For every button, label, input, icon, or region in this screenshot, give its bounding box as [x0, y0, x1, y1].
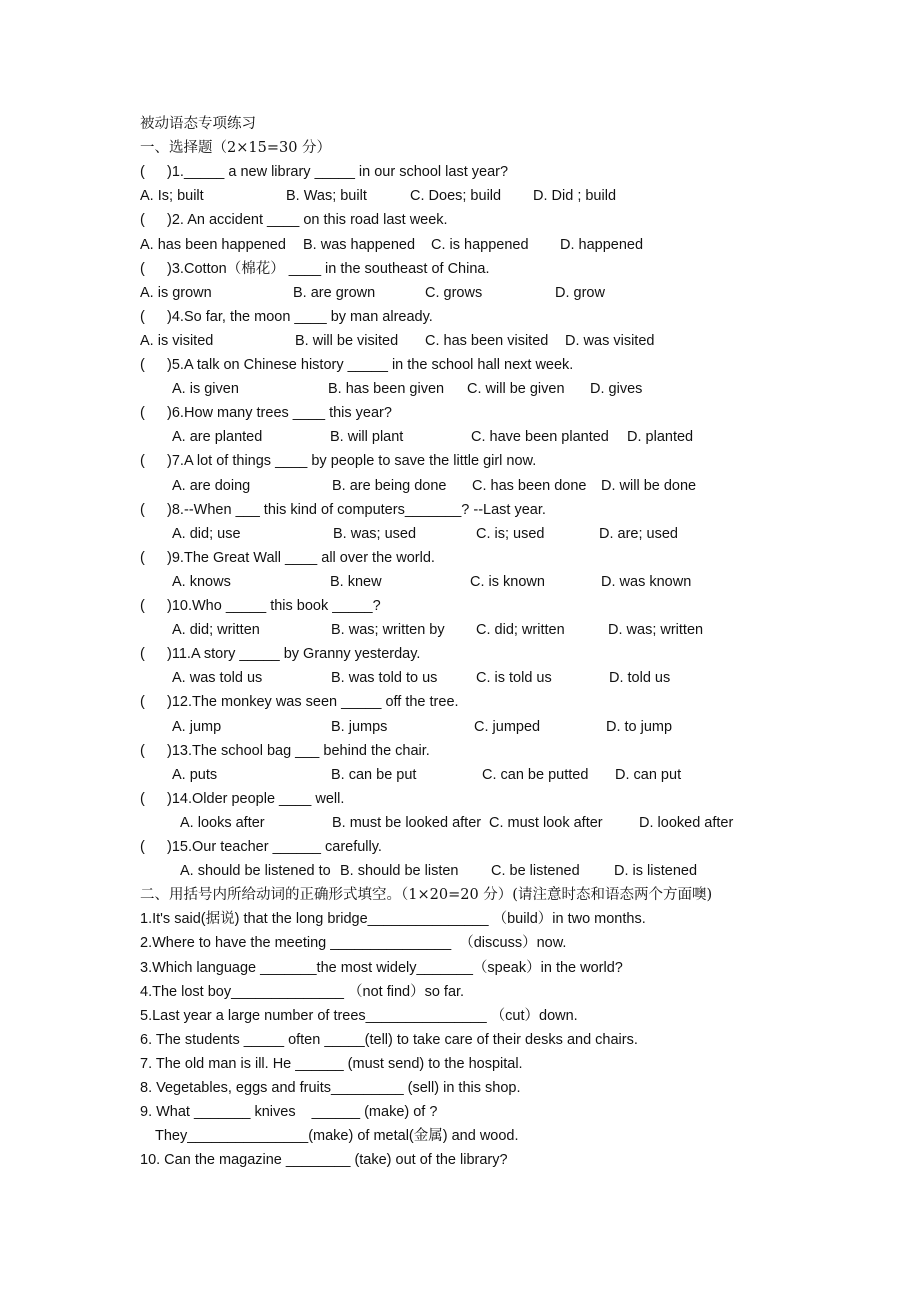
answer-option: D. will be done: [601, 477, 697, 494]
question-number: )15.: [167, 839, 192, 855]
answer-option: C. is happened: [431, 236, 529, 253]
answer-option: B. Was; built: [286, 188, 367, 205]
question-number: )9.: [167, 549, 184, 566]
answer-bracket: (: [140, 742, 145, 759]
answer-option: C. did; written: [476, 622, 565, 639]
answer-option: A. did; written: [172, 622, 260, 639]
fill-blank-item: 3.Which language _______the most widely_______（speak）in the world?: [140, 959, 623, 976]
answer-bracket: (: [140, 694, 145, 711]
answer-option: C. will be given: [467, 381, 565, 398]
answer-option: A. was told us: [172, 670, 263, 687]
fill-blank-item: 1.It's said(据说) that the long bridge_______________ （build）in two months.: [140, 911, 646, 928]
question-stem: Older people ____ well.: [192, 790, 345, 807]
answer-option: B. knew: [330, 573, 382, 590]
answer-bracket: (: [140, 598, 145, 614]
answer-option: D. was; written: [608, 622, 704, 639]
answer-option: D. can put: [615, 766, 682, 783]
answer-option: C. has been visited: [425, 332, 549, 349]
answer-option: B. was happened: [303, 236, 416, 253]
answer-option: C. be listened: [491, 863, 580, 880]
fill-blank-item: 4.The lost boy______________ （not find）so far.: [140, 983, 465, 1000]
fill-blank-item: They_______________(make) of metal(金属) and wood.: [155, 1128, 519, 1145]
answer-bracket: (: [140, 260, 145, 277]
answer-bracket: (: [140, 308, 145, 325]
answer-option: B. should be listen: [340, 863, 459, 880]
question-stem: A talk on Chinese history _____ in the school hall next week.: [184, 357, 574, 373]
question-number: )4.: [167, 308, 184, 325]
question-number: )5.: [167, 357, 184, 373]
question-stem: Cotton（棉花） ____ in the southeast of China.: [184, 260, 490, 277]
question-number: )2.: [167, 212, 184, 229]
section-heading: 一、选择题（2×15=30 分）: [140, 140, 332, 157]
answer-option: D. to jump: [606, 718, 673, 735]
answer-bracket: (: [140, 790, 145, 807]
question-stem: --When ___ this kind of computers_______? --Last year.: [184, 501, 546, 518]
question-number: )3.: [167, 260, 184, 277]
question-number: )8.: [167, 501, 184, 518]
question-stem: Our teacher ______ carefully.: [192, 839, 382, 855]
answer-option: A. jump: [172, 718, 222, 735]
answer-bracket: (: [140, 405, 145, 422]
answer-option: C. must look after: [489, 814, 603, 831]
answer-option: C. is told us: [476, 670, 552, 687]
answer-option: B. will plant: [330, 429, 404, 446]
answer-option: C. has been done: [472, 477, 587, 494]
answer-option: D. told us: [609, 670, 671, 687]
answer-option: A. Is; built: [140, 188, 204, 205]
answer-option: C. have been planted: [471, 429, 609, 446]
fill-blank-item: 7. The old man is ill. He ______ (must send) to the hospital.: [140, 1055, 523, 1072]
question-stem: _____ a new library _____ in our school last year?: [184, 164, 509, 181]
question-stem: The monkey was seen _____ off the tree.: [192, 694, 459, 711]
answer-option: A. puts: [172, 766, 218, 783]
answer-option: D. Did ; build: [533, 188, 617, 205]
answer-option: A. is given: [172, 381, 239, 398]
answer-bracket: (: [140, 549, 145, 566]
answer-option: C. can be putted: [482, 766, 589, 783]
answer-option: B. can be put: [331, 766, 417, 783]
answer-option: C. Does; build: [410, 188, 502, 205]
answer-option: A. are doing: [172, 477, 251, 494]
fill-blank-item: 6. The students _____ often _____(tell) to take care of their desks and chairs.: [140, 1031, 638, 1048]
answer-option: C. is; used: [476, 525, 545, 542]
answer-bracket: (: [140, 164, 145, 181]
fill-blank-item: 10. Can the magazine ________ (take) out of the library?: [140, 1152, 508, 1169]
question-stem: So far, the moon ____ by man already.: [184, 308, 433, 325]
section-heading: 二、用括号内所给动词的正确形式填空。（1×20=20 分）(请注意时态和语态两个方面噢): [140, 887, 713, 904]
answer-option: D. was visited: [565, 332, 655, 349]
answer-option: A. is grown: [140, 284, 212, 301]
answer-option: B. must be looked after: [332, 814, 482, 831]
answer-option: B. was; written by: [331, 622, 445, 639]
answer-option: B. was; used: [333, 525, 417, 542]
fill-blank-item: 9. What _______ knives ______ (make) of ?: [140, 1104, 438, 1121]
document-title: 被动语态专项练习: [140, 116, 256, 132]
answer-option: C. is known: [470, 573, 545, 590]
answer-option: D. grow: [555, 284, 605, 301]
answer-option: B. will be visited: [295, 332, 399, 349]
answer-option: B. jumps: [331, 718, 388, 735]
answer-bracket: (: [140, 646, 145, 663]
answer-bracket: (: [140, 212, 145, 229]
question-number: )13.: [167, 742, 192, 759]
answer-option: C. jumped: [474, 718, 541, 735]
answer-option: D. are; used: [599, 525, 678, 542]
question-stem: A lot of things ____ by people to save the little girl now.: [184, 453, 537, 470]
fill-blank-item: 8. Vegetables, eggs and fruits_________ (sell) in this shop.: [140, 1080, 521, 1096]
answer-option: D. is listened: [614, 863, 698, 880]
answer-bracket: (: [140, 357, 145, 373]
answer-option: A. did; use: [172, 525, 241, 542]
answer-option: C. grows: [425, 284, 483, 301]
answer-option: A. should be listened to: [180, 863, 331, 880]
question-number: )7.: [167, 453, 184, 470]
answer-option: D. looked after: [639, 814, 734, 831]
answer-bracket: (: [140, 839, 145, 855]
question-number: )6.: [167, 405, 184, 422]
answer-option: A. looks after: [180, 814, 265, 831]
fill-blank-item: 5.Last year a large number of trees_______________ （cut）down.: [140, 1007, 578, 1024]
question-stem: Who _____ this book _____?: [192, 598, 381, 614]
question-stem: The school bag ___ behind the chair.: [192, 742, 430, 759]
answer-option: A. are planted: [172, 429, 263, 446]
answer-option: B. are being done: [332, 477, 447, 494]
question-number: )11.: [167, 646, 191, 663]
question-stem: How many trees ____ this year?: [184, 405, 392, 422]
answer-option: B. are grown: [293, 284, 376, 301]
answer-option: A. has been happened: [140, 236, 286, 253]
question-stem: The Great Wall ____ all over the world.: [184, 549, 435, 566]
answer-option: D. happened: [560, 236, 644, 253]
answer-option: D. gives: [590, 381, 643, 398]
fill-blank-item: 2.Where to have the meeting _______________ （discuss）now.: [140, 935, 567, 952]
question-number: )14.: [167, 790, 192, 807]
question-number: )12.: [167, 694, 192, 711]
answer-option: B. has been given: [328, 381, 445, 398]
answer-option: A. knows: [172, 573, 231, 590]
question-stem: A story _____ by Granny yesterday.: [191, 646, 421, 663]
question-number: )10.: [167, 598, 192, 614]
question-stem: An accident ____ on this road last week.: [184, 212, 448, 229]
answer-bracket: (: [140, 453, 145, 470]
answer-option: B. was told to us: [331, 670, 438, 687]
answer-bracket: (: [140, 501, 145, 518]
answer-option: A. is visited: [140, 332, 214, 349]
answer-option: D. planted: [627, 429, 694, 446]
answer-option: D. was known: [601, 573, 692, 590]
question-number: )1.: [167, 164, 184, 181]
